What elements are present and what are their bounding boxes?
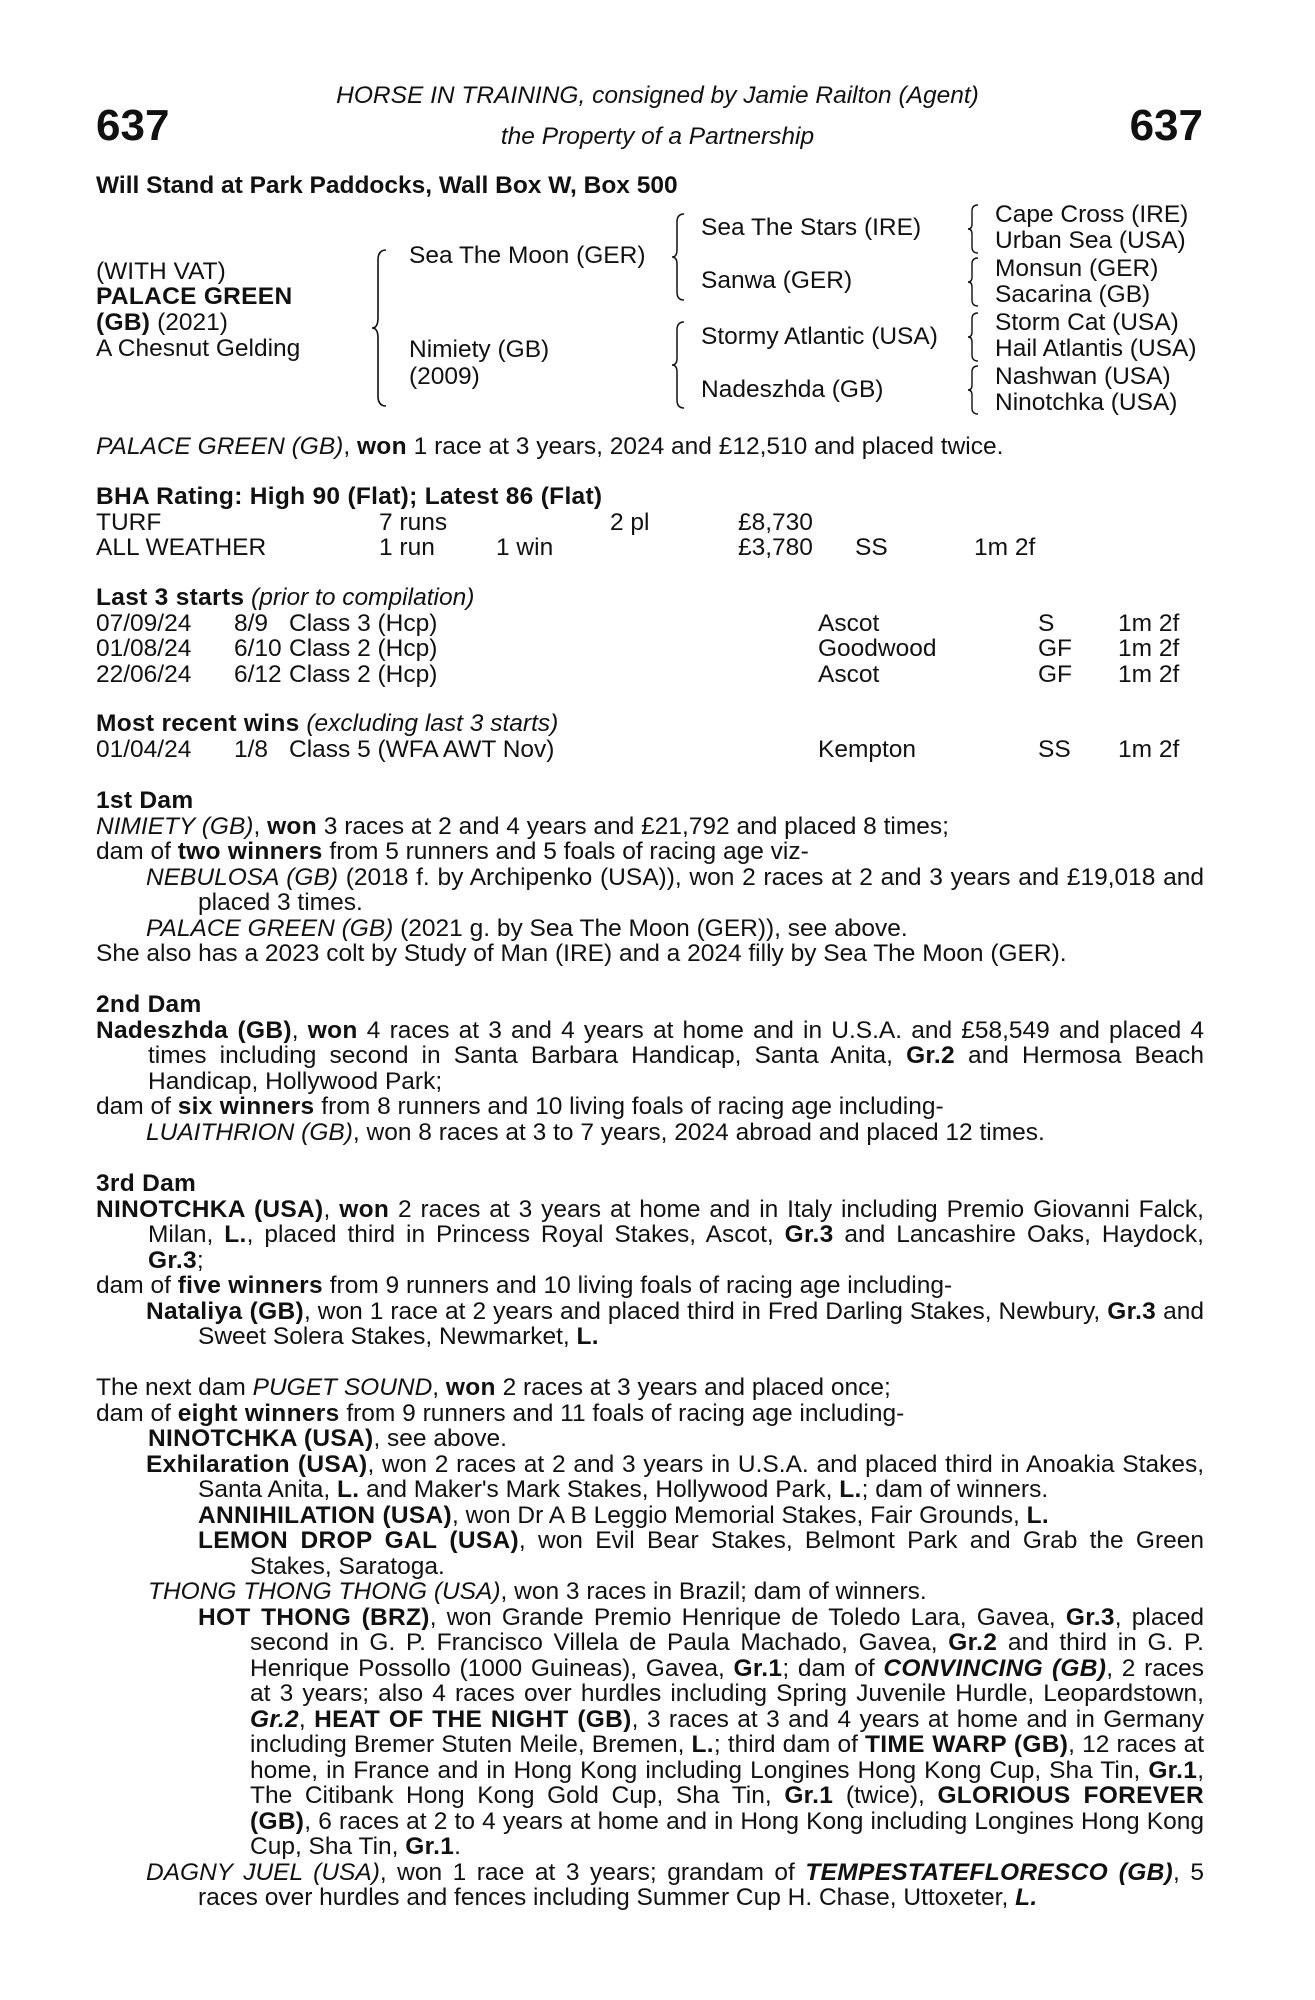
pedigree-brace-sire	[670, 212, 688, 302]
last3-row: 01/08/24 6/10 Class 2 (Hcp) Goodwood GF 1m 2f	[96, 635, 1180, 662]
gg-4: Sacarina (GB)	[995, 281, 1151, 308]
first-dam-produce-intro: dam of two winners from 5 runners and 5 foals of racing age viz-	[96, 838, 809, 865]
recent-wins-heading: Most recent wins (excluding last 3 starts)	[96, 710, 559, 737]
dam-name: Nimiety (GB)	[409, 336, 550, 363]
first-dam-record: NIMIETY (GB), won 3 races at 2 and 4 years and £21,792 and placed 8 times;	[96, 812, 949, 840]
second-dam-section	[96, 992, 1204, 1145]
race-summary: PALACE GREEN (GB), won 1 race at 3 years, 2024 and £12,510 and placed twice.	[96, 433, 1004, 460]
next-dam-record: The next dam PUGET SOUND, won 2 races at 3 years and placed once;	[96, 1374, 891, 1401]
horse-origin-year: (GB) (2021)	[96, 309, 228, 336]
rating-heading: BHA Rating: High 90 (Flat); Latest 86 (Flat)	[96, 483, 603, 510]
gg-6: Hail Atlantis (USA)	[995, 335, 1197, 362]
rating-row-turf: TURF 7 runs 2 pl £8,730	[96, 508, 813, 536]
third-dam-record: NINOTCHKA (USA), won 2 races at 3 years at home and in Italy including Premio Giovanni Falck, Milan, L., placed third in Princess Royal Stakes, Ascot, Gr.3 and Lancashire Oaks, Haydock, Gr.3;	[96, 1195, 1204, 1274]
second-dam-produce-intro: dam of six winners from 8 runners and 10 living foals of racing age including-	[96, 1093, 944, 1120]
next-dam-produce-3: THONG THONG THONG (USA), won 3 races in Brazil; dam of winners.	[148, 1578, 927, 1605]
last3-section	[96, 585, 1204, 687]
rating-section	[96, 484, 1204, 561]
lot-number-right: 637	[1129, 101, 1203, 150]
dam-sire: Stormy Atlantic (USA)	[701, 323, 938, 350]
next-dam-produce-4: DAGNY JUEL (USA), won 1 race at 3 years; grandam of TEMPESTATEFLORESCO (GB), 5 races over hurdles and fences including Summer Cup H. Chase, Uttoxeter, L.	[146, 1858, 1204, 1911]
second-dam-record: Nadeszhda (GB), won 4 races at 3 and 4 years at home and in U.S.A. and £58,549 and placed 4 times including second in Santa Barbara Handicap, Santa Anita, Gr.2 and Hermosa Beach Handicap, Hollywood Park;	[96, 1016, 1204, 1095]
third-dam-section	[96, 1171, 1204, 1350]
vat-note: (WITH VAT)	[96, 258, 226, 285]
gg-2: Urban Sea (USA)	[995, 227, 1186, 254]
next-dam-produce-1: NINOTCHKA (USA), see above.	[148, 1425, 507, 1452]
first-dam-produce-1: NEBULOSA (GB) (2018 f. by Archipenko (USA)), won 2 races at 2 and 3 years and £19,018 and placed 3 times.	[146, 863, 1204, 916]
second-dam-heading: 2nd Dam	[96, 991, 202, 1018]
property-line: the Property of a Partnership	[500, 123, 815, 150]
dam-year: (2009)	[409, 363, 480, 390]
pedigree-brace-main	[370, 248, 390, 408]
gg-1: Cape Cross (IRE)	[995, 201, 1189, 228]
second-dam-produce-1: LUAITHRION (GB), won 8 races at 3 to 7 years, 2024 abroad and placed 12 times.	[146, 1118, 1045, 1146]
pedigree-brace-g2	[966, 256, 982, 308]
sire-dam: Sanwa (GER)	[701, 267, 853, 294]
rating-row-aw: ALL WEATHER 1 run 1 win £3,780 SS 1m 2f	[96, 534, 1036, 561]
last3-heading: Last 3 starts (prior to compilation)	[96, 584, 475, 611]
pedigree-brace-g3	[966, 311, 982, 363]
first-dam-notes: She also has a 2023 colt by Study of Man (IRE) and a 2024 filly by Sea The Moon (GER).	[96, 940, 1067, 967]
first-dam-heading: 1st Dam	[96, 787, 194, 814]
first-dam-section	[96, 788, 1204, 967]
sire-sire: Sea The Stars (IRE)	[701, 214, 922, 241]
dam-dam: Nadeszhda (GB)	[701, 376, 884, 403]
last3-row: 07/09/24 8/9 Class 3 (Hcp) Ascot S 1m 2f	[96, 609, 1180, 637]
next-dam-produce-2a: ANNIHILATION (USA), won Dr A B Leggio Memorial Stakes, Fair Grounds, L.	[198, 1501, 1050, 1529]
next-dam-section	[96, 1375, 1204, 1911]
sire-name: Sea The Moon (GER)	[409, 242, 646, 269]
horse-description: A Chesnut Gelding	[96, 335, 301, 362]
last3-row: 22/06/24 6/12 Class 2 (Hcp) Ascot GF 1m 2f	[96, 660, 1180, 688]
horse-name: PALACE GREEN	[96, 283, 293, 310]
third-dam-produce-intro: dam of five winners from 9 runners and 10 living foals of racing age including-	[96, 1272, 953, 1299]
stand-location: Will Stand at Park Paddocks, Wall Box W, Box 500	[96, 172, 678, 199]
next-dam-produce-intro: dam of eight winners from 9 runners and 11 foals of racing age including-	[96, 1399, 905, 1427]
pedigree-brace-g4	[966, 364, 982, 416]
next-dam-produce-3a: HOT THONG (BRZ), won Grande Premio Henrique de Toledo Lara, Gavea, Gr.3, placed second in G. P. Francisco Villela de Paula Machado, Gavea, Gr.2 and third in G. P. Henrique Possollo (1000 Guineas), Gavea, Gr.1; dam of CONVINCING (GB), 2 races at 3 years; also 4 races over hurdles including Spring Juvenile Hurdle, Leopardstown, Gr.2, HEAT OF THE NIGHT (GB), 3 races at 3 and 4 years at home and in Germany including Bremer Stuten Meile, Bremen, L.; third dam of TIME WARP (GB), 12 races at home, in France and in Hong Kong including Longines Hong Kong Cup, Sha Tin, Gr.1, The Citibank Hong Kong Gold Cup, Sha Tin, Gr.1 (twice), GLORIOUS FOREVER (GB), 6 races at 2 to 4 years at home and in Hong Kong including Longines Hong Kong Cup, Sha Tin, Gr.1.	[198, 1603, 1205, 1860]
gg-3: Monsun (GER)	[995, 255, 1159, 282]
recent-wins-row: 01/04/24 1/8 Class 5 (WFA AWT Nov) Kempton SS 1m 2f	[96, 735, 1180, 763]
pedigree-brace-dam	[670, 320, 688, 410]
next-dam-produce-2b: LEMON DROP GAL (USA), won Evil Bear Stakes, Belmont Park and Grab the Green Stakes, Saratoga.	[198, 1527, 1204, 1580]
third-dam-produce-1: Nataliya (GB), won 1 race at 2 years and placed third in Fred Darling Stakes, Newbury, Gr.3 and Sweet Solera Stakes, Newmarket, L.	[146, 1297, 1204, 1350]
next-dam-produce-2: Exhilaration (USA), won 2 races at 2 and 3 years in U.S.A. and placed third in Anoakia Stakes, Santa Anita, L. and Maker's Mark Stakes, Hollywood Park, L.; dam of winners.	[146, 1450, 1205, 1503]
consignor-line: HORSE IN TRAINING, consigned by Jamie Railton (Agent)	[336, 82, 979, 109]
pedigree-brace-g1	[966, 203, 982, 255]
recent-wins-section	[96, 711, 1204, 762]
gg-7: Nashwan (USA)	[995, 363, 1171, 390]
third-dam-heading: 3rd Dam	[96, 1170, 197, 1197]
gg-8: Ninotchka (USA)	[995, 389, 1178, 416]
gg-5: Storm Cat (USA)	[995, 309, 1179, 336]
lot-number-left: 637	[96, 101, 170, 150]
first-dam-produce-2: PALACE GREEN (GB) (2021 g. by Sea The Moon (GER)), see above.	[146, 914, 908, 942]
